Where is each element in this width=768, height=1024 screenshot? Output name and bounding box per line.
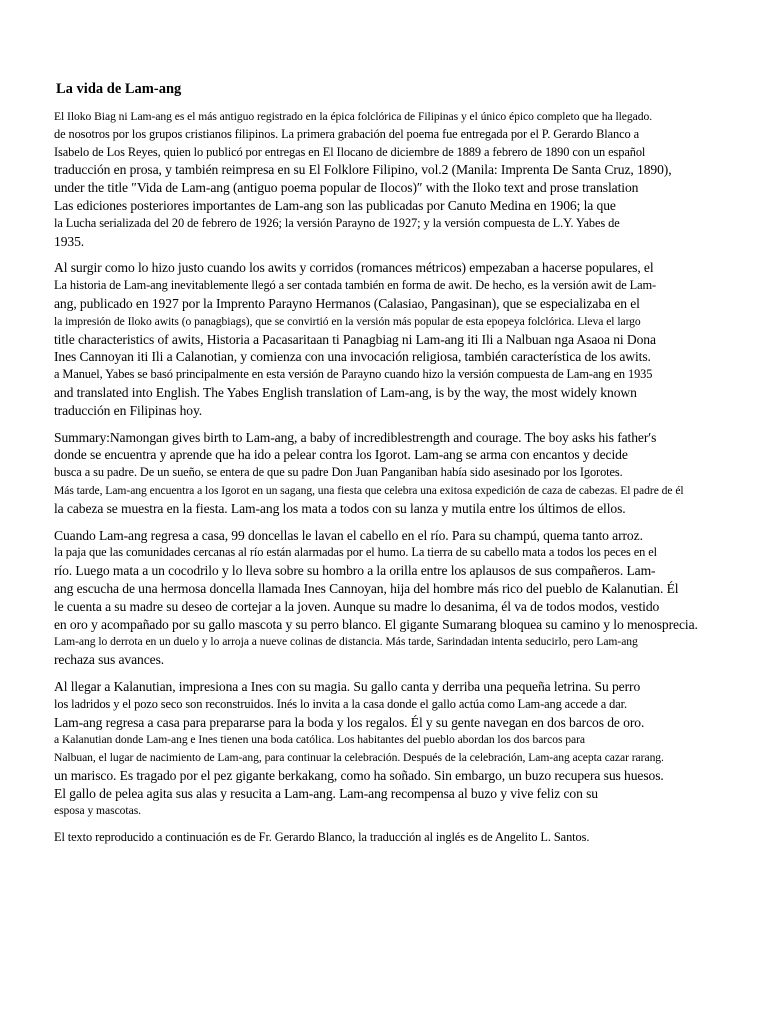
text-line: Más tarde, Lam-ang encuentra a los Igorot en un sagang, una fiesta que celebra una exitosa expedición de caza de cabezas. El padre de él (54, 483, 684, 497)
page-title: La vida de Lam-ang (56, 81, 182, 97)
text-line: Cuando Lam-ang regresa a casa, 99 doncellas le lavan el cabello en el río. Para su champú, quema tanto arroz. (54, 527, 643, 543)
text-line: traducción en prosa, y también reimpresa en su El Folklore Filipino, vol.2 (Manila: Imprenta De Santa Cruz, 1890), (54, 162, 672, 178)
text-line: Al surgir como lo hizo justo cuando los awits y corridos (romances métricos) empezaban a hacerse populares, el (54, 260, 654, 276)
text-line: la cabeza se muestra en la fiesta. Lam-ang los mata a todos con su lanza y mutila entre los últimos de ellos. (54, 500, 626, 516)
paragraph-5 (54, 678, 750, 820)
text-line: La historia de Lam-ang inevitablemente llegó a ser contada también en forma de awit. De hecho, es la versión awit de Lam- (54, 278, 657, 293)
text-line: Lam-ang regresa a casa para prepararse para la boda y los regalos. Él y su gente navegan en dos barcos de oro. (54, 714, 645, 730)
text-line: ang, publicado en 1927 por la Imprento Parayno Hermanos (Calasiao, Pangasinan), que se especializaba en el (54, 295, 640, 311)
text-line: Summary:Namongan gives birth to Lam-ang, a baby of incrediblestrength and courage. The boy asks his father′s (54, 429, 657, 445)
text-line: 1935. (54, 233, 85, 249)
text-line: and translated into English. The Yabes English translation of Lam-ang, is by the way, the most widely known (54, 384, 637, 400)
text-line: de nosotros por los grupos cristianos filipinos. La primera grabación del poema fue entregada por el P. Gerardo Blanco a (54, 126, 639, 141)
text-line: Lam-ang lo derrota en un duelo y lo arroja a nueve colinas de distancia. Más tarde, Sarindadan intenta seducirlo, pero Lam-ang (54, 635, 638, 649)
text-line: Ines Cannoyan iti Ili a Calanotian, y comienza con una invocación religiosa, también característica de los awits. (54, 349, 651, 365)
paragraph-6 (54, 829, 750, 847)
document-page (54, 80, 750, 856)
text-line: los ladridos y el pozo seco son reconstruidos. Inés lo invita a la casa donde el gallo actúa como Lam-ang accede a dar. (54, 696, 628, 711)
text-line: El texto reproducido a continuación es de Fr. Gerardo Blanco, la traducción al inglés es de Angelito L. Santos. (54, 830, 590, 845)
text-line: title characteristics of awits, Historia a Pacasaritaan ti Panagbiag ni Lam-ang iti Ili a Nalbuan nga Asaoa ni Dona (54, 331, 656, 347)
text-line: en oro y acompañado por su gallo mascota y su perro blanco. El gigante Sumarang bloquea su camino y lo menosprecia. (54, 616, 698, 632)
document-body (54, 108, 750, 847)
text-line: río. Luego mata a un cocodrilo y lo lleva sobre su hombro a la orilla entre los aplausos de sus compañeros. Lam- (54, 563, 656, 579)
text-line: la Lucha serializada del 20 de febrero de 1926; la versión Parayno de 1927; y la versión compuesta de L.Y. Yabes de (54, 215, 620, 230)
paragraph-2 (54, 259, 750, 419)
text-line: Nalbuan, el lugar de nacimiento de Lam-ang, para continuar la celebración. Después de la celebración, Lam-ang acepta cazar rarang. (54, 751, 664, 765)
text-line: traducción en Filipinas hoy. (54, 402, 203, 418)
text-line: la paja que las comunidades cercanas al río están alarmadas por el humo. La tierra de su cabello mata a todos los peces en el (54, 545, 657, 560)
text-line: rechaza sus avances. (54, 652, 165, 668)
text-line: busca a su padre. De un sueño, se entera de que su padre Don Juan Panganiban había sido asesinado por los Igorotes. (54, 465, 623, 480)
text-line: El gallo de pelea agita sus alas y resucita a Lam-ang. Lam-ang recompensa al buzo y vive feliz con su (54, 785, 599, 801)
text-line: donde se encuentra y aprende que ha ido a pelear contra los Igorot. Lam-ang se arma con encantos y decide (54, 447, 628, 463)
text-line: esposa y mascotas. (54, 804, 141, 818)
text-line: un marisco. Es tragado por el pez gigante berkakang, como ha soñado. Sin embargo, un buzo recupera sus huesos. (54, 767, 664, 783)
text-line: Isabelo de Los Reyes, quien lo publicó por entregas en El Ilocano de diciembre de 1889 a febrero de 1890 con un español (54, 144, 646, 159)
text-line: Las ediciones posteriores importantes de Lam-ang son las publicadas por Canuto Medina en 1906; la que (54, 197, 616, 213)
text-line: El Iloko Biag ni Lam-ang es el más antiguo registrado en la épica folclórica de Filipinas y el único épico completo que ha llegado. (54, 110, 653, 123)
text-line: under the title ″Vida de Lam-ang (antiguo poema popular de Ilocos)″ with the Iloko text and prose translation (54, 180, 639, 196)
text-line: ang escucha de una hermosa doncella llamada Ines Cannoyan, hija del hombre más rico del pueblo de Kalanutian. Él (54, 580, 679, 596)
text-line: a Manuel, Yabes se basó principalmente en esta versión de Parayno cuando hizo la versión compuesta de Lam-ang en 1935 (54, 367, 653, 382)
text-line: la impresión de Iloko awits (o panagbiags), que se convirtió en la versión más popular de esta epopeya folclórica. Lleva el largo (54, 314, 641, 328)
text-line: le cuenta a su madre su deseo de cortejar a la joven. Aunque su madre lo desanima, él va de todos modos, vestido (54, 598, 660, 614)
text-line: a Kalanutian donde Lam-ang e Ines tienen una boda católica. Los habitantes del pueblo abordan los dos barcos para (54, 733, 586, 747)
paragraph-4 (54, 527, 750, 669)
text-line: Al llegar a Kalanutian, impresiona a Ines con su magia. Su gallo canta y derriba una pequeña letrina. Su perro (54, 678, 641, 694)
paragraph-1 (54, 108, 750, 250)
paragraph-3 (54, 429, 750, 518)
